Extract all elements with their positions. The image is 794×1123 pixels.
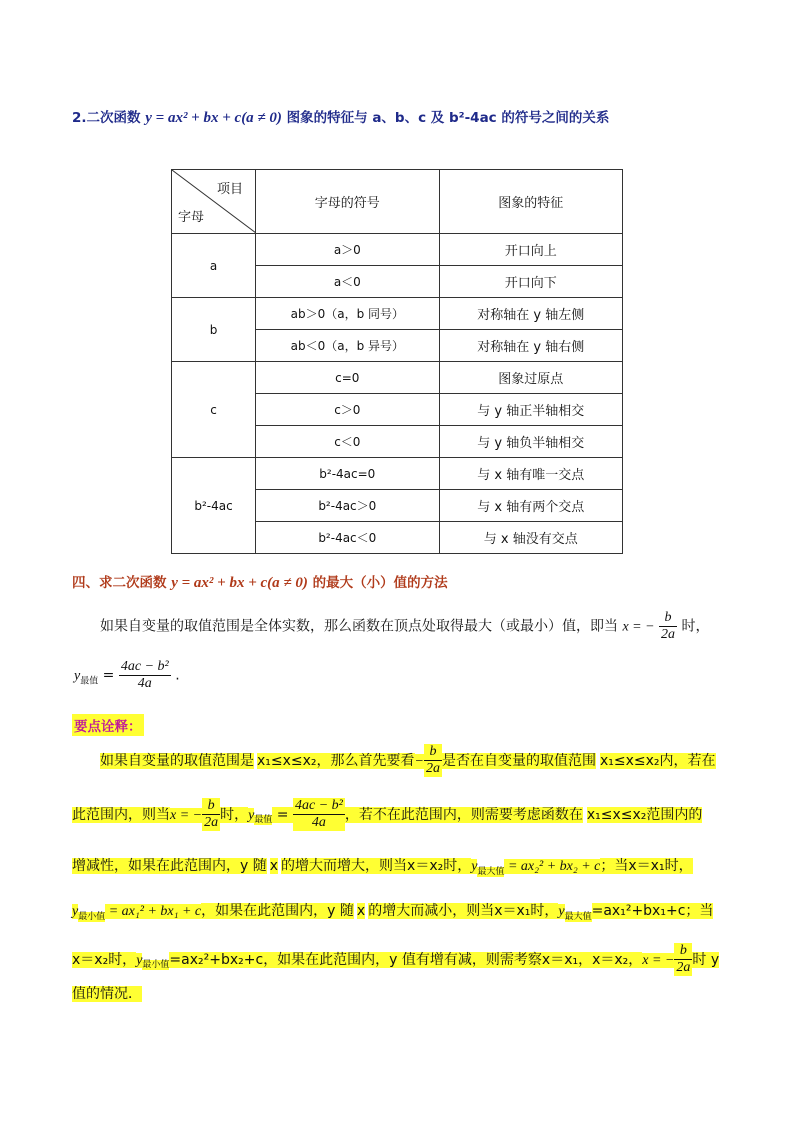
fraction-b-over-2a: $\frac{b}{2a}$ bbox=[661, 610, 676, 642]
header-feature: 图象的特征 bbox=[439, 170, 622, 234]
sign-cell: c=0 bbox=[256, 362, 440, 394]
feature-cell: 与 x 轴没有交点 bbox=[439, 522, 622, 554]
fraction-extreme: $\frac{\text{4ac − b²}}{4a}$ bbox=[120, 659, 169, 691]
table-row bbox=[172, 362, 623, 394]
heading-prefix: 2.二次函数 bbox=[72, 110, 141, 126]
keypoint-line-3: 增减性，如果在此范围内，y 随 x 的增大而增大，则当x＝x₂时，$y_{最大值} = ax_2^2 + bx_2 + c$；当x＝x₁时， bbox=[72, 858, 693, 877]
keypoint-line-6: 值的情况． bbox=[72, 986, 142, 1002]
feature-cell: 图象过原点 bbox=[439, 362, 622, 394]
corner-bottom-label: 字母 bbox=[178, 210, 205, 225]
paragraph-max-min bbox=[100, 610, 709, 643]
feature-cell: 与 x 轴有两个交点 bbox=[439, 490, 622, 522]
paragraph-text: 如果自变量的取值范围是全体实数，那么函数在顶点处取得最大（或最小）值，即当 bbox=[100, 618, 618, 635]
sign-cell: c＜0 bbox=[256, 426, 440, 458]
table-row bbox=[172, 298, 623, 330]
letter-cell: a bbox=[172, 234, 256, 298]
sign-cell: ab＞0（a，b 同号） bbox=[256, 298, 440, 330]
feature-cell: 开口向上 bbox=[439, 234, 622, 266]
feature-cell: 对称轴在 y 轴左侧 bbox=[439, 298, 622, 330]
section-heading-4 bbox=[72, 571, 448, 592]
letter-cell: c bbox=[172, 362, 256, 458]
table-row bbox=[172, 234, 623, 266]
sign-cell: a＜0 bbox=[256, 266, 440, 298]
sign-cell: a＞0 bbox=[256, 234, 440, 266]
sign-cell: b²-4ac=0 bbox=[256, 458, 440, 490]
keypoint-line-5: x＝x₂时，$y_{最小值}=ax_2^2+bx_2+c$，如果在此范围内，y 值有增有减，则需考察x＝x₁，x＝x₂，x = − $\frac{b}{2a}$ 时 y bbox=[72, 943, 720, 975]
keypoint-line-4: $y_{最小值} = ax_1^2 + bx_1 + c$，如果在此范围内，y 随 x 的增大而减小，则当x＝x₁时，$y_{最大值}=ax_1^2+bx_1+c$；当 bbox=[72, 903, 714, 922]
table-row bbox=[172, 458, 623, 490]
heading-formula: y = ax² + bx + c(a ≠ 0) bbox=[171, 575, 308, 591]
sign-relationship-table bbox=[171, 169, 623, 554]
keypoint-line-2: 此范围内，则当x = − $\frac{b}{2a}$ 时，$y_{最值}$ = $\frac{\text{4ac − b²}}{4a}$ ，若不在此范围内，则需要考虑函数在 x₁≤x≤x₂范围内的 bbox=[72, 798, 703, 830]
letter-cell: b²-4ac bbox=[172, 458, 256, 554]
sign-cell: b²-4ac＞0 bbox=[256, 490, 440, 522]
keypoint-line-1: 如果自变量的取值范围是 x₁≤x≤x₂，那么首先要看− $\frac{b}{2a}$ 是否在自变量的取值范围 x₁≤x≤x₂内，若在 bbox=[100, 744, 716, 776]
heading-formula: y = ax² + bx + c(a ≠ 0) bbox=[145, 110, 282, 126]
feature-cell: 与 x 轴有唯一交点 bbox=[439, 458, 622, 490]
section-heading-2 bbox=[72, 106, 609, 127]
sign-cell: ab＜0（a，b 异号） bbox=[256, 330, 440, 362]
paragraph-tail: 时， bbox=[681, 618, 710, 635]
sign-cell: b²-4ac＜0 bbox=[256, 522, 440, 554]
feature-cell: 对称轴在 y 轴右侧 bbox=[439, 330, 622, 362]
header-sign: 字母的符号 bbox=[256, 170, 440, 234]
formula-extreme-value: $y_{最值}$ = $\frac{\text{4ac − b²}}{4a}$ . bbox=[74, 659, 180, 691]
sign-cell: c＞0 bbox=[256, 394, 440, 426]
heading-prefix: 四、求二次函数 bbox=[72, 575, 167, 591]
letter-cell: b bbox=[172, 298, 256, 362]
heading-suffix: 图象的特征与 a、b、c 及 b²-4ac 的符号之间的关系 bbox=[286, 110, 610, 126]
corner-top-label: 项目 bbox=[217, 182, 244, 197]
feature-cell: 与 y 轴正半轴相交 bbox=[439, 394, 622, 426]
x-equals: x = − bbox=[622, 619, 655, 635]
feature-cell: 开口向下 bbox=[439, 266, 622, 298]
table-corner-cell bbox=[172, 170, 256, 234]
heading-suffix: 的最大（小）值的方法 bbox=[312, 575, 448, 591]
keypoint-label: 要点诠释： bbox=[72, 714, 144, 736]
feature-cell: 与 y 轴负半轴相交 bbox=[439, 426, 622, 458]
